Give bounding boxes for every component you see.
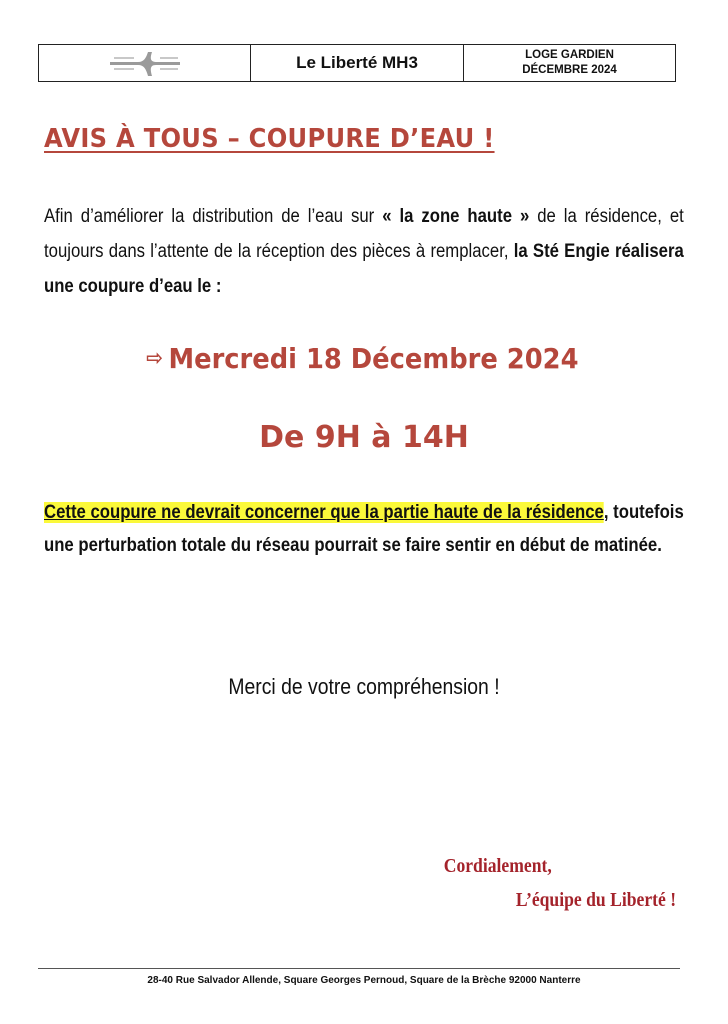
- intro-text-1: Afin d’améliorer la distribution de l’eau sur: [44, 206, 383, 227]
- document-header: [38, 44, 676, 82]
- residence-logo-icon: [108, 48, 182, 78]
- footer-address: 28-40 Rue Salvador Allende, Square Georges Pernoud, Square de la Brèche 92000 Nanterre: [147, 975, 581, 986]
- signature-greeting: Cordialement,: [443, 855, 552, 877]
- cut-date-text: Mercredi 18 Décembre 2024: [168, 342, 579, 375]
- period-label: DÉCEMBRE 2024: [522, 64, 617, 76]
- thanks-text: Merci de votre compréhension !: [228, 674, 500, 699]
- intro-paragraph: [44, 199, 684, 304]
- detail-text: , toutefois une perturbation totale du réseau pourrait se faire sentir en début de matinée.: [44, 502, 684, 556]
- zone-text: « la zone haute »: [382, 206, 530, 227]
- signature-team: L’équipe du Liberté !: [515, 889, 676, 911]
- office-label: LOGE GARDIEN: [525, 49, 614, 61]
- footer-divider: [38, 968, 680, 969]
- cut-date: [146, 342, 579, 375]
- intro-text-2: de la résidence, et toujours dans l’attente de la réception des pièces à remplacer,: [44, 206, 684, 262]
- arrow-right-icon: ⇨: [146, 346, 163, 371]
- logo-cell: [39, 45, 251, 81]
- intro-bold-text: la Sté Engie réalisera une coupure d’eau le :: [44, 241, 684, 297]
- highlighted-text: Cette coupure ne devrait concerner que la partie haute de la résidence: [44, 502, 604, 523]
- cut-hours: De 9H à 14H: [259, 420, 469, 455]
- residence-name: Le Liberté MH3: [251, 45, 464, 81]
- notice-title: AVIS À TOUS – COUPURE D’EAU !: [44, 124, 495, 154]
- header-meta: [464, 45, 675, 81]
- detail-paragraph: [44, 496, 684, 562]
